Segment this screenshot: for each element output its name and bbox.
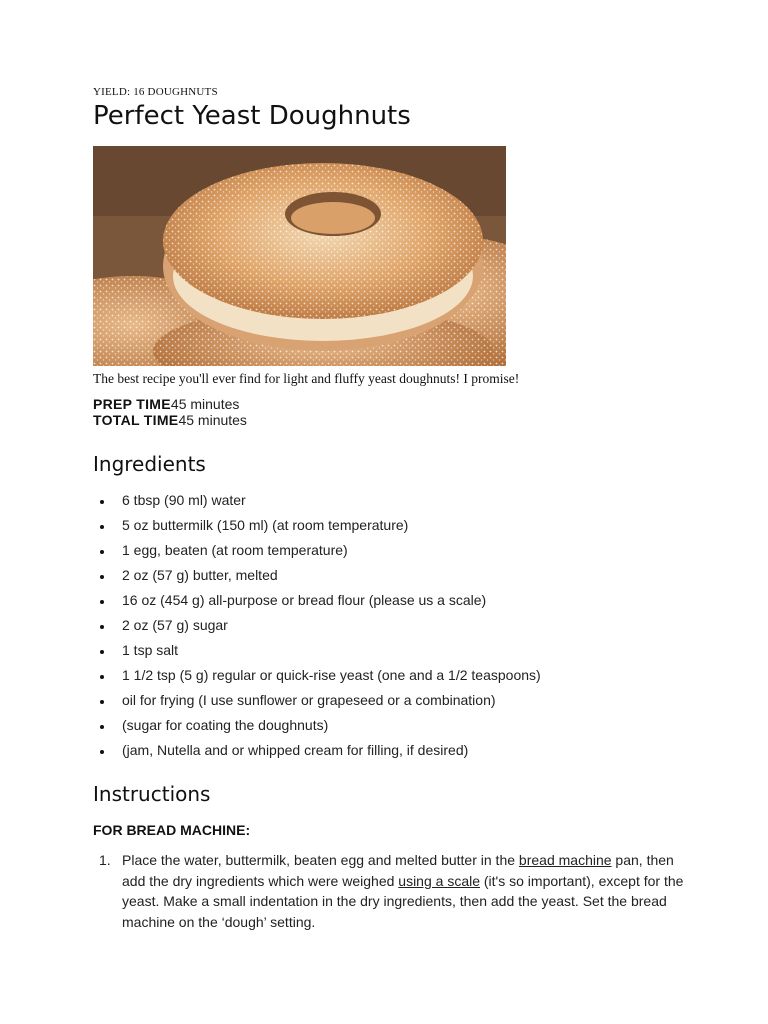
list-item: 1 egg, beaten (at room temperature) [93,539,541,564]
list-item: (sugar for coating the doughnuts) [93,714,541,739]
list-item: 16 oz (454 g) all-purpose or bread flour (please us a scale) [93,589,541,614]
list-item: (jam, Nutella and or whipped cream for filling, if desired) [93,739,541,764]
doughnut-photo [93,146,506,366]
total-time-label: TOTAL TIME [93,412,179,428]
list-item: 1 tsp salt [93,639,541,664]
step-text-part: pan, then add the dry ingredients which were weighed [122,852,674,889]
prep-time-label: PREP TIME [93,396,171,412]
using-a-scale-link[interactable]: using a scale [398,872,480,889]
list-item: 1 1/2 tsp (5 g) regular or quick-rise yeast (one and a 1/2 teaspoons) [93,664,541,689]
instructions-heading: Instructions [93,782,211,806]
prep-time-row [93,396,239,412]
list-item: 6 tbsp (90 ml) water [93,489,541,514]
step-text-part: Place the water, buttermilk, beaten egg and melted butter in the [122,852,519,868]
list-item: 5 oz buttermilk (150 ml) (at room temperature) [93,514,541,539]
list-item: 2 oz (57 g) sugar [93,614,541,639]
ingredients-heading: Ingredients [93,452,206,476]
total-time-row [93,412,247,428]
doughnut-illustration [93,146,506,366]
total-time-value: 45 minutes [178,412,247,428]
bread-machine-link[interactable]: bread machine [518,852,612,868]
list-item: oil for frying (I use sunflower or grapeseed or a combination) [93,689,541,714]
prep-time-value: 45 minutes [170,396,240,412]
recipe-description: The best recipe you'll ever find for light and fluffy yeast doughnuts! I promise! [93,371,520,386]
instruction-step-1 [93,850,693,932]
step-text-part: (it's so important), except for the yeast. Make a small indentation in the dry ingredients, then add the yeast. Set the bread machine on the ‘dough’ setting. [122,872,684,930]
recipe-yield: YIELD: 16 DOUGHNUTS [93,86,218,98]
step-text [122,850,693,932]
ingredients-list [93,489,541,764]
recipe-title: Perfect Yeast Doughnuts [93,101,411,131]
bread-machine-subheading: FOR BREAD MACHINE: [93,822,251,838]
step-number: 1. [99,852,111,868]
list-item: 2 oz (57 g) butter, melted [93,564,541,589]
